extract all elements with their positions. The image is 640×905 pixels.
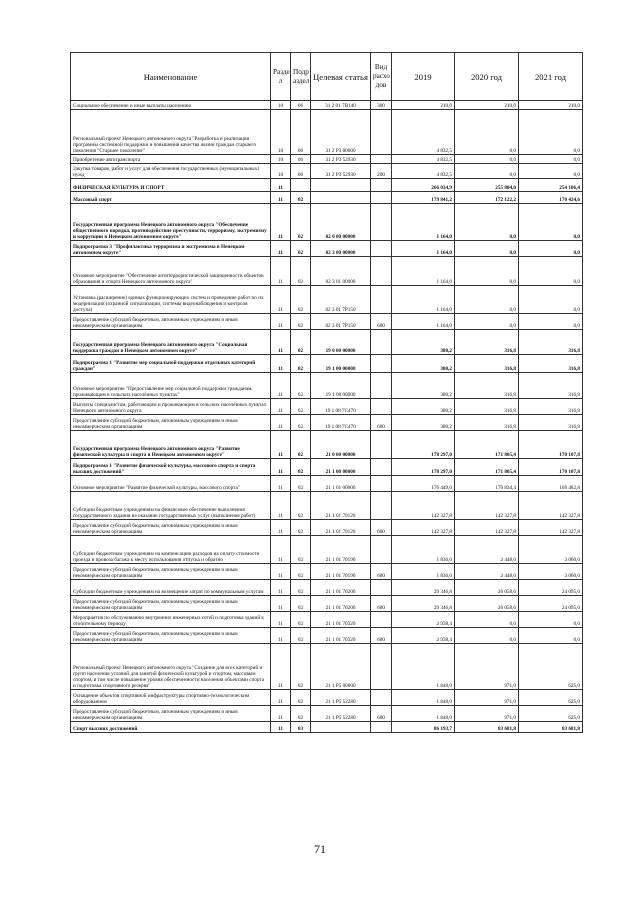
cell-target-article: 02 3 01 00000	[311, 257, 371, 286]
cell-expense-kind	[371, 476, 392, 492]
cell-subsection: 02	[291, 241, 311, 257]
cell-name: Подпрограмма 3 "Профилактика терроризма и экстремизма в Ненецком автономном округе"	[71, 241, 271, 257]
table-row	[71, 155, 583, 164]
cell-target-article: 31 2 01 7В140	[311, 101, 371, 110]
cell-expense-kind: 600	[371, 314, 392, 330]
cell-target-article: 21 1 Р5 52280	[311, 690, 371, 706]
table-row	[71, 355, 583, 373]
table-row	[71, 399, 583, 415]
cell-2019: 29 346,8	[392, 596, 455, 612]
table-row	[71, 459, 583, 476]
cell-target-article: 19 1 00 00000	[311, 355, 371, 373]
cell-2021: 0,0	[519, 612, 583, 628]
table-row	[71, 373, 583, 399]
cell-subsection: 06	[291, 101, 311, 110]
cell-2019: 4 832,5	[392, 110, 455, 155]
cell-target-article: 21 1 01 70200	[311, 580, 371, 596]
table-row	[71, 192, 583, 204]
table-row	[71, 101, 583, 110]
cell-2021: 625,0	[519, 706, 583, 722]
cell-2019: 380,2	[392, 330, 455, 355]
cell-2019: 4 832,5	[392, 164, 455, 179]
cell-2019: 1 848,0	[392, 690, 455, 706]
cell-subsection: 06	[291, 110, 311, 155]
cell-2021: 254 106,4	[519, 179, 583, 192]
cell-subsection: 02	[291, 492, 311, 520]
cell-subsection: 06	[291, 155, 311, 164]
cell-2021: 625,0	[519, 690, 583, 706]
table-row	[71, 690, 583, 706]
cell-section: 11	[271, 459, 291, 476]
table-header-row	[71, 53, 583, 101]
cell-target-article: 31 2 Р3 00000	[311, 110, 371, 155]
cell-subsection: 02	[291, 415, 311, 431]
cell-2021: 0,0	[519, 257, 583, 286]
cell-2020: 971,0	[455, 690, 519, 706]
cell-section: 11	[271, 192, 291, 204]
cell-expense-kind	[371, 690, 392, 706]
cell-expense-kind	[371, 286, 392, 314]
cell-name: Предоставление субсидий бюджетным, автономным учреждениям и иным некоммерческим организациям	[71, 564, 271, 580]
cell-2021: 169 482,8	[519, 476, 583, 492]
cell-name: Предоставление субсидий бюджетным, автономным учреждениям и иным некоммерческим организациям	[71, 706, 271, 722]
cell-target-article: 21 0 00 00000	[311, 431, 371, 459]
header-name: Наименование	[71, 53, 271, 101]
cell-subsection: 02	[291, 596, 311, 612]
cell-2021: 210,0	[519, 101, 583, 110]
cell-name: Предоставление субсидий бюджетным, автономным учреждениям и иным некоммерческим организациям	[71, 415, 271, 431]
cell-2019: 1 164,0	[392, 314, 455, 330]
cell-target-article: 21 1 Р5 00000	[311, 644, 371, 690]
cell-section: 11	[271, 564, 291, 580]
table-row	[71, 179, 583, 192]
cell-2019: 210,0	[392, 101, 455, 110]
table-row	[71, 644, 583, 690]
cell-2019: 1 836,0	[392, 564, 455, 580]
table-row	[71, 110, 583, 155]
header-year-2021: 2021 год	[519, 53, 583, 101]
cell-section: 10	[271, 110, 291, 155]
cell-expense-kind	[371, 580, 392, 596]
cell-expense-kind	[371, 330, 392, 355]
cell-expense-kind	[371, 155, 392, 164]
cell-section: 11	[271, 492, 291, 520]
cell-2019: 178 297,0	[392, 459, 455, 476]
cell-2021: 170 424,6	[519, 192, 583, 204]
cell-2021: 316,8	[519, 415, 583, 431]
cell-2020: 0,0	[455, 612, 519, 628]
cell-name: Предоставление субсидий бюджетным, автономным учреждениям и иным некоммерческим организациям	[71, 628, 271, 644]
cell-2019: 1 836,0	[392, 536, 455, 564]
cell-2021: 0,0	[519, 628, 583, 644]
cell-name: Приобретение автотранспорта	[71, 155, 271, 164]
cell-target-article: 21 1 01 70190	[311, 536, 371, 564]
cell-section: 10	[271, 155, 291, 164]
table-row	[71, 314, 583, 330]
cell-2019: 142 327,8	[392, 520, 455, 536]
cell-section: 11	[271, 596, 291, 612]
cell-target-article: 31 2 Р3 52930	[311, 164, 371, 179]
cell-2019: 380,2	[392, 415, 455, 431]
table-row	[71, 706, 583, 722]
cell-2020: 0,0	[455, 204, 519, 241]
cell-subsection: 02	[291, 399, 311, 415]
cell-subsection: 02	[291, 520, 311, 536]
header-year-2020: 2020 год	[455, 53, 519, 101]
cell-section: 11	[271, 520, 291, 536]
table-row	[71, 257, 583, 286]
cell-subsection	[291, 179, 311, 192]
cell-target-article: 19 0 00 00000	[311, 330, 371, 355]
cell-expense-kind	[371, 644, 392, 690]
table-row	[71, 492, 583, 520]
cell-2021: 24 095,0	[519, 580, 583, 596]
cell-2020: 170 834,4	[455, 476, 519, 492]
cell-section: 11	[271, 722, 291, 733]
cell-section: 11	[271, 612, 291, 628]
table-row	[71, 164, 583, 179]
cell-name: Спорт высших достижений	[71, 722, 271, 733]
cell-2020: 26 058,6	[455, 596, 519, 612]
cell-2020: 316,8	[455, 399, 519, 415]
cell-2019: 1 164,0	[392, 204, 455, 241]
cell-2019: 179 841,2	[392, 192, 455, 204]
cell-2020: 2 448,0	[455, 536, 519, 564]
cell-2020: 316,8	[455, 330, 519, 355]
cell-2020: 316,8	[455, 415, 519, 431]
cell-name: Субсидии бюджетным учреждениям на компенсацию расходов на оплату стоимости проезда и провоза багажа к месту использования отпуска и обратно	[71, 536, 271, 564]
cell-section: 11	[271, 314, 291, 330]
cell-section: 11	[271, 628, 291, 644]
cell-name: Региональный проект Ненецкого автономного округа "Разработка и реализация программы системной поддержки и повышения качества жизни граждан старшего поколения "Старшее поколение"	[71, 110, 271, 155]
cell-name: Мероприятия по обслуживанию внутренних инженерных сетей и подготовка зданий к отопительному периоду	[71, 612, 271, 628]
cell-2021: 0,0	[519, 314, 583, 330]
table-row	[71, 612, 583, 628]
page-number: 71	[314, 842, 326, 856]
cell-2021: 0,0	[519, 286, 583, 314]
header-expense-kind: Вид расхо дов	[371, 53, 392, 101]
cell-2019: 142 327,8	[392, 492, 455, 520]
cell-section: 11	[271, 257, 291, 286]
cell-name: Государственная программа Ненецкого автономного округа "Развитие физической культуры и спорта в Ненецком автономном округе"	[71, 431, 271, 459]
cell-2021: 24 095,0	[519, 596, 583, 612]
cell-target-article: 21 1 Р5 52280	[311, 706, 371, 722]
cell-2019: 1 164,0	[392, 241, 455, 257]
cell-expense-kind	[371, 355, 392, 373]
cell-2019: 1 164,0	[392, 286, 455, 314]
cell-target-article: 21 1 01 70120	[311, 520, 371, 536]
cell-section: 11	[271, 431, 291, 459]
cell-target-article: 21 1 00 00000	[311, 459, 371, 476]
cell-2020: 26 058,6	[455, 580, 519, 596]
cell-2019: 29 346,8	[392, 580, 455, 596]
table-row	[71, 722, 583, 733]
cell-target-article: 21 1 01 70190	[311, 564, 371, 580]
cell-2019: 380,2	[392, 355, 455, 373]
cell-expense-kind: 300	[371, 101, 392, 110]
cell-expense-kind	[371, 192, 392, 204]
cell-section: 11	[271, 476, 291, 492]
cell-subsection: 02	[291, 564, 311, 580]
cell-subsection: 03	[291, 722, 311, 733]
cell-expense-kind	[371, 399, 392, 415]
cell-subsection: 02	[291, 314, 311, 330]
cell-expense-kind	[371, 373, 392, 399]
cell-section: 11	[271, 536, 291, 564]
cell-2021: 0,0	[519, 164, 583, 179]
cell-expense-kind	[371, 179, 392, 192]
cell-name: Основное мероприятие "Обеспечение антитеррористической защищенности объектов образования и спорта Ненецкого автономного округа"	[71, 257, 271, 286]
cell-2021: 316,8	[519, 399, 583, 415]
cell-expense-kind	[371, 431, 392, 459]
cell-subsection: 02	[291, 580, 311, 596]
cell-2020: 142 327,8	[455, 492, 519, 520]
cell-subsection: 02	[291, 204, 311, 241]
cell-2020: 171 805,4	[455, 431, 519, 459]
header-section: Разде л	[271, 53, 291, 101]
cell-section: 11	[271, 355, 291, 373]
cell-section: 11	[271, 241, 291, 257]
cell-expense-kind	[371, 536, 392, 564]
cell-target-article: 02 3 01 7Р150	[311, 314, 371, 330]
cell-subsection: 02	[291, 330, 311, 355]
cell-2019: 380,2	[392, 399, 455, 415]
cell-section: 11	[271, 690, 291, 706]
cell-target-article: 21 1 01 70120	[311, 492, 371, 520]
header-subsection: Подр аздел	[291, 53, 311, 101]
table-row	[71, 241, 583, 257]
cell-2021: 142 327,8	[519, 520, 583, 536]
cell-2020: 0,0	[455, 628, 519, 644]
table-row	[71, 286, 583, 314]
cell-subsection: 02	[291, 476, 311, 492]
cell-expense-kind: 600	[371, 415, 392, 431]
cell-target-article: 02 3 00 00000	[311, 241, 371, 257]
cell-2020: 2 448,0	[455, 564, 519, 580]
cell-name: Предоставление субсидий бюджетным, автономным учреждениям и иным некоммерческим организациям	[71, 596, 271, 612]
cell-2020: 0,0	[455, 155, 519, 164]
cell-section: 11	[271, 706, 291, 722]
cell-section: 11	[271, 373, 291, 399]
cell-target-article: 19 1 08 00000	[311, 373, 371, 399]
cell-name: Социальное обеспечение и иные выплаты населению	[71, 101, 271, 110]
cell-target-article: 21 1 01 70320	[311, 612, 371, 628]
table-row	[71, 520, 583, 536]
cell-subsection: 02	[291, 644, 311, 690]
cell-subsection: 02	[291, 628, 311, 644]
cell-subsection: 02	[291, 612, 311, 628]
cell-2021: 3 060,0	[519, 536, 583, 564]
table-row	[71, 204, 583, 241]
cell-2021: 170 107,8	[519, 431, 583, 459]
cell-2021: 0,0	[519, 155, 583, 164]
cell-name: ФИЗИЧЕСКАЯ КУЛЬТУРА И СПОРТ	[71, 179, 271, 192]
cell-name: Предоставление субсидий бюджетным, автономным учреждениям и иным некоммерческим организациям	[71, 314, 271, 330]
cell-target-article	[311, 179, 371, 192]
cell-2021: 316,8	[519, 330, 583, 355]
cell-2019: 1 848,0	[392, 706, 455, 722]
cell-subsection: 02	[291, 459, 311, 476]
cell-2020: 83 681,8	[455, 722, 519, 733]
cell-2021: 316,8	[519, 373, 583, 399]
cell-section: 10	[271, 101, 291, 110]
cell-name: Предоставление субсидий бюджетным, автономным учреждениям и иным некоммерческим организациям	[71, 520, 271, 536]
cell-2021: 170 107,8	[519, 459, 583, 476]
cell-2020: 0,0	[455, 286, 519, 314]
cell-2021: 0,0	[519, 110, 583, 155]
cell-name: Массовый спорт	[71, 192, 271, 204]
cell-2020: 0,0	[455, 241, 519, 257]
cell-2020: 971,0	[455, 644, 519, 690]
cell-expense-kind	[371, 241, 392, 257]
header-target-article: Целевая статья	[311, 53, 371, 101]
cell-2020: 142 327,8	[455, 520, 519, 536]
cell-2019: 1 164,0	[392, 257, 455, 286]
cell-section: 11	[271, 415, 291, 431]
cell-2021: 0,0	[519, 204, 583, 241]
cell-section: 11	[271, 399, 291, 415]
cell-2021: 142 327,8	[519, 492, 583, 520]
table-row	[71, 330, 583, 355]
cell-subsection: 02	[291, 257, 311, 286]
cell-subsection: 02	[291, 431, 311, 459]
cell-2020: 0,0	[455, 110, 519, 155]
cell-2020: 255 804,0	[455, 179, 519, 192]
cell-expense-kind	[371, 204, 392, 241]
cell-2021: 0,0	[519, 241, 583, 257]
cell-2019: 178 297,0	[392, 431, 455, 459]
cell-subsection: 02	[291, 192, 311, 204]
cell-target-article	[311, 192, 371, 204]
cell-name: Подпрограмма 1 "Развитие мер социальной поддержки отдельных категорий граждан"	[71, 355, 271, 373]
cell-expense-kind: 600	[371, 564, 392, 580]
cell-name: Субсидии бюджетным учреждениям на возмещение затрат по коммунальным услугам	[71, 580, 271, 596]
cell-target-article: 19 1 08 7С470	[311, 399, 371, 415]
cell-target-article: 19 1 08 7С470	[311, 415, 371, 431]
cell-expense-kind	[371, 459, 392, 476]
cell-2020: 0,0	[455, 257, 519, 286]
cell-2020: 0,0	[455, 164, 519, 179]
cell-subsection: 02	[291, 536, 311, 564]
cell-subsection: 02	[291, 286, 311, 314]
cell-expense-kind: 600	[371, 706, 392, 722]
cell-subsection: 06	[291, 164, 311, 179]
cell-expense-kind	[371, 257, 392, 286]
cell-2021: 83 681,8	[519, 722, 583, 733]
cell-section: 10	[271, 164, 291, 179]
cell-name: Региональный проект Ненецкого автономного округа "Создание для всех категорий и групп населения условий для занятий физической культурой и спортом, массовым спортом, в том числе повышение уровня обеспеченности населения объектами спорта и подготовка спортивного резерва"	[71, 644, 271, 690]
cell-2020: 210,0	[455, 101, 519, 110]
cell-section: 11	[271, 580, 291, 596]
header-year-2019: 2019	[392, 53, 455, 101]
cell-expense-kind: 600	[371, 520, 392, 536]
cell-name: Основное мероприятие "Развитие физической культуры, массового спорта"	[71, 476, 271, 492]
cell-expense-kind	[371, 722, 392, 733]
cell-2021: 316,8	[519, 355, 583, 373]
cell-section: 11	[271, 204, 291, 241]
cell-section: 11	[271, 330, 291, 355]
cell-expense-kind: 600	[371, 596, 392, 612]
cell-subsection: 02	[291, 373, 311, 399]
cell-2019: 2 938,4	[392, 612, 455, 628]
cell-2021: 3 060,0	[519, 564, 583, 580]
cell-section: 11	[271, 644, 291, 690]
cell-2019: 266 034,9	[392, 179, 455, 192]
cell-2020: 0,0	[455, 314, 519, 330]
cell-target-article: 21 1 01 00000	[311, 476, 371, 492]
cell-name: Государственная программа Ненецкого автономного округа "Социальная поддержка граждан в Ненецком автономном округе"	[71, 330, 271, 355]
cell-name: Выплаты специалистам, работающим и проживающим в сельских населённых пунктах Ненецкого автономного округа	[71, 399, 271, 415]
cell-expense-kind: 200	[371, 164, 392, 179]
budget-document	[70, 52, 582, 733]
cell-subsection: 02	[291, 706, 311, 722]
cell-2019: 86 193,7	[392, 722, 455, 733]
cell-name: Закупка товаров, работ и услуг для обеспечения государственных (муниципальных) нужд	[71, 164, 271, 179]
cell-2019: 380,2	[392, 373, 455, 399]
cell-name: Оснащение объектов спортивной инфраструктуры спортивно-технологическим оборудованием	[71, 690, 271, 706]
table-row	[71, 628, 583, 644]
cell-name: Субсидии бюджетным учреждениям на финансовое обеспечение выполнения государственного задания на оказание государственных услуг (выполнение работ)	[71, 492, 271, 520]
cell-subsection: 02	[291, 355, 311, 373]
cell-2020: 172 122,2	[455, 192, 519, 204]
table-row	[71, 415, 583, 431]
table-row	[71, 431, 583, 459]
cell-name: Государственная программа Ненецкого автономного округа "Обеспечение общественного порядка, противодействие преступности, терроризму, экстремизму и коррупции в Ненецком автономном округе"	[71, 204, 271, 241]
cell-target-article: 21 1 01 70320	[311, 628, 371, 644]
cell-section: 11	[271, 179, 291, 192]
cell-2020: 171 805,4	[455, 459, 519, 476]
cell-subsection: 02	[291, 690, 311, 706]
cell-expense-kind	[371, 612, 392, 628]
cell-expense-kind	[371, 492, 392, 520]
cell-2019: 2 938,4	[392, 628, 455, 644]
table-row	[71, 596, 583, 612]
cell-2020: 316,8	[455, 373, 519, 399]
cell-expense-kind	[371, 110, 392, 155]
cell-name: Подпрограмма 1 "Развитие физической культуры, массового спорта и спорта высших достижений"	[71, 459, 271, 476]
cell-2019: 1 848,0	[392, 644, 455, 690]
cell-2020: 316,8	[455, 355, 519, 373]
table-row	[71, 536, 583, 564]
table-row	[71, 476, 583, 492]
table-row	[71, 580, 583, 596]
cell-target-article: 21 1 01 70200	[311, 596, 371, 612]
cell-2020: 971,0	[455, 706, 519, 722]
cell-section: 11	[271, 286, 291, 314]
cell-target-article: 31 2 Р3 52930	[311, 155, 371, 164]
cell-target-article	[311, 722, 371, 733]
cell-name: Установка (расширение) единых функционирующих систем и проведение работ по их модернизации (охранной сигнализации, системы видеонаблюдения и контроля доступа)	[71, 286, 271, 314]
budget-table	[70, 52, 583, 733]
cell-target-article: 02 3 01 7Р150	[311, 286, 371, 314]
cell-name: Основное мероприятие "Предоставление мер социальной поддержки гражданам, проживающим в сельских населённых пунктах"	[71, 373, 271, 399]
cell-2019: 176 449,0	[392, 476, 455, 492]
cell-expense-kind: 600	[371, 628, 392, 644]
cell-2021: 625,0	[519, 644, 583, 690]
table-body	[71, 101, 583, 733]
table-row	[71, 564, 583, 580]
cell-2019: 4 832,5	[392, 155, 455, 164]
cell-target-article: 02 0 00 00000	[311, 204, 371, 241]
